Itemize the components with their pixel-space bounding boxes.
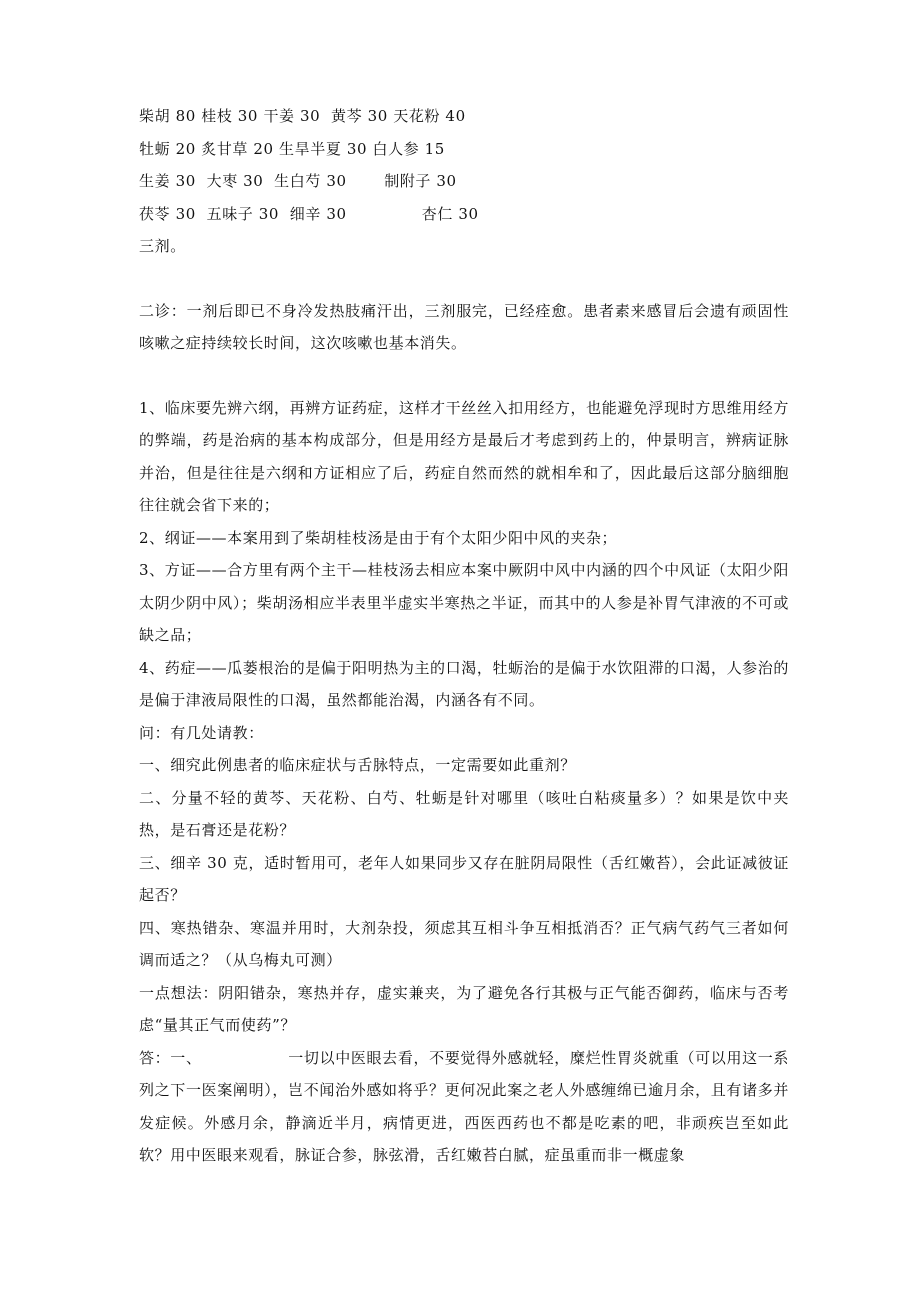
analysis-point: 2、纲证——本案用到了柴胡桂枝汤是由于有个太阳少阳中风的夹杂； bbox=[139, 528, 618, 547]
prescription-line: 生姜 30 大枣 30 生白芍 30 制附子 30 bbox=[139, 172, 457, 190]
prescription-block bbox=[139, 100, 789, 263]
analysis-point: 3、方证——合方里有两个主干—桂枝汤去相应本案中厥阴中风中内涵的四个中风证（太阳少阳太阴少阴中风）；柴胡汤相应半表里半虚实半寒热之半证，而其中的人参是补胃气津液的不可或缺之品； bbox=[139, 561, 789, 644]
blank-line bbox=[139, 360, 789, 392]
question-item: 一点想法：阴阳错杂，寒热并存，虚实兼夹，为了避免各行其极与正气能否御药，临床与否考虑“量其正气而使药”？ bbox=[139, 983, 789, 1034]
question-item: 四、寒热错杂、寒温并用时，大剂杂投，须虑其互相斗争互相抵消否？正气病气药气三者如何调而适之？（从乌梅丸可测） bbox=[139, 918, 789, 969]
question-item: 二、分量不轻的黄芩、天花粉、白芍、牡蛎是针对哪里（咳吐白粘痰量多）？如果是饮中夹热，是石膏还是花粉？ bbox=[139, 788, 789, 839]
blank-line bbox=[139, 263, 789, 295]
prescription-line: 柴胡 80 桂枝 30 干姜 30 黄芩 30 天花粉 40 bbox=[139, 107, 466, 125]
second-visit-paragraph: 二诊：一剂后即已不身冷发热肢痛汗出，三剂服完，已经痊愈。患者素来感冒后会遗有顽固性咳嗽之症持续较长时间，这次咳嗽也基本消失。 bbox=[139, 301, 789, 352]
analysis-point: 4、药症——瓜蒌根治的是偏于阳明热为主的口渴，牡蛎治的是偏于水饮阻滞的口渴，人参治的是偏于津液局限性的口渴，虽然都能治渴，内涵各有不同。 bbox=[139, 658, 789, 709]
question-item: 三、细辛 30 克，适时暂用可，老年人如果同步又存在脏阴局限性（舌红嫩苔），会此证减彼证起否？ bbox=[139, 853, 789, 904]
question-item: 一、细究此例患者的临床症状与舌脉特点，一定需要如此重剂？ bbox=[139, 756, 576, 774]
analysis-points bbox=[139, 392, 789, 717]
prescription-line: 茯苓 30 五味子 30 细辛 30 杏仁 30 bbox=[139, 204, 479, 223]
prescription-dose: 三剂。 bbox=[139, 237, 186, 255]
prescription-line: 牡蛎 20 炙甘草 20 生旱半夏 30 白人参 15 bbox=[139, 139, 445, 158]
questions-section bbox=[139, 717, 789, 1042]
document-page bbox=[139, 100, 789, 1172]
questions-intro: 问：有几处请教： bbox=[139, 723, 264, 742]
analysis-point: 1、临床要先辨六纲，再辨方证药症，这样才干丝丝入扣用经方，也能避免浮现时方思维用经方的弊端，药是治病的基本构成部分，但是用经方是最后才考虑到药上的，仲景明言，辨病证脉并治，但是往往是六纲和方证相应了后，药症自然而然的就相牟和了，因此最后这部分脑细胞往往就会省下来的； bbox=[139, 398, 789, 514]
answer-paragraph: 答：一、 一切以中医眼去看，不要觉得外感就轻，糜烂性胃炎就重（可以用这一系列之下一医案阐明），岂不闻治外感如将乎？更何况此案之老人外感缠绵已逾月余，且有诸多并发症候。外感月余，静滴近半月，病情更进，西医西药也不都是吃素的吧，非顽疾岂至如此软？用中医眼来观看，脉证合参，脉弦滑，舌红嫩苔白腻，症虽重而非一概虚象 bbox=[139, 1048, 789, 1164]
